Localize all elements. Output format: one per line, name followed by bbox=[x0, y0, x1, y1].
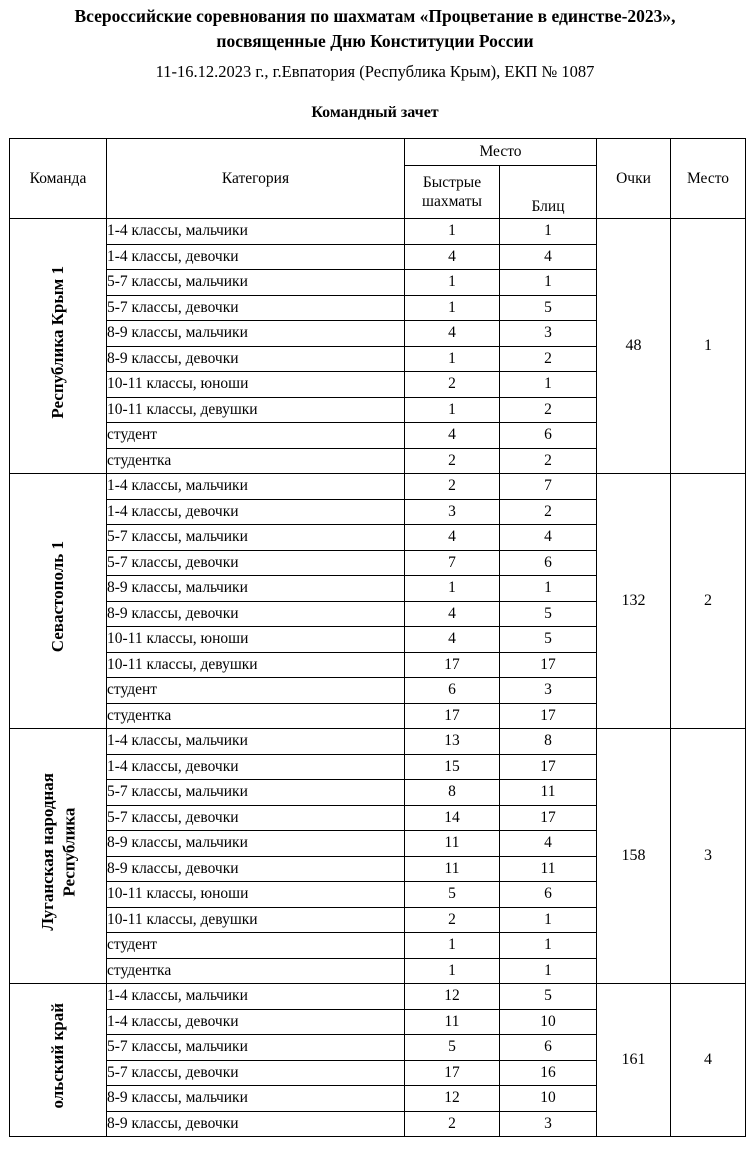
section-title: Командный зачет bbox=[311, 104, 439, 121]
category-cell: 5-7 классы, мальчики bbox=[107, 1035, 405, 1061]
category-cell: студентка bbox=[107, 448, 405, 474]
rapid-place-cell: 5 bbox=[405, 1035, 500, 1061]
team-name-line: Луганская народная bbox=[37, 773, 57, 931]
blitz-place-cell: 1 bbox=[500, 576, 597, 602]
blitz-place-cell: 6 bbox=[500, 882, 597, 908]
team-name: ольский край bbox=[48, 1003, 68, 1109]
category-cell: 5-7 классы, девочки bbox=[107, 550, 405, 576]
blitz-place-cell: 17 bbox=[500, 652, 597, 678]
rapid-place-cell: 4 bbox=[405, 321, 500, 347]
blitz-place-cell: 10 bbox=[500, 1086, 597, 1112]
blitz-place-cell: 3 bbox=[500, 678, 597, 704]
team-name-cell bbox=[10, 474, 107, 729]
document-subtitle: посвященные Дню Конституции России bbox=[216, 31, 534, 51]
blitz-place-cell: 5 bbox=[500, 984, 597, 1010]
rapid-place-cell: 2 bbox=[405, 372, 500, 398]
rapid-place-cell: 4 bbox=[405, 525, 500, 551]
blitz-place-cell: 17 bbox=[500, 703, 597, 729]
blitz-place-cell: 10 bbox=[500, 1009, 597, 1035]
category-cell: 8-9 классы, девочки bbox=[107, 601, 405, 627]
blitz-place-cell: 2 bbox=[500, 448, 597, 474]
rapid-place-cell: 4 bbox=[405, 423, 500, 449]
rapid-place-cell: 8 bbox=[405, 780, 500, 806]
blitz-place-cell: 8 bbox=[500, 729, 597, 755]
blitz-place-cell: 5 bbox=[500, 627, 597, 653]
team-points-cell: 158 bbox=[597, 729, 671, 984]
team-results-table bbox=[9, 138, 746, 1137]
category-cell: 10-11 классы, юноши bbox=[107, 372, 405, 398]
blitz-place-cell: 5 bbox=[500, 601, 597, 627]
team-name-cell bbox=[10, 219, 107, 474]
header-points: Очки bbox=[597, 139, 671, 219]
category-cell: 1-4 классы, мальчики bbox=[107, 984, 405, 1010]
rapid-place-cell: 1 bbox=[405, 295, 500, 321]
blitz-place-cell: 11 bbox=[500, 856, 597, 882]
category-cell: 5-7 классы, девочки bbox=[107, 805, 405, 831]
category-cell: 8-9 классы, девочки bbox=[107, 1111, 405, 1137]
blitz-place-cell: 1 bbox=[500, 933, 597, 959]
category-cell: 10-11 классы, девушки bbox=[107, 652, 405, 678]
blitz-place-cell: 3 bbox=[500, 321, 597, 347]
rapid-place-cell: 2 bbox=[405, 448, 500, 474]
category-cell: 5-7 классы, мальчики bbox=[107, 270, 405, 296]
team-name-cell bbox=[10, 729, 107, 984]
rapid-place-cell: 6 bbox=[405, 678, 500, 704]
team-points-cell: 161 bbox=[597, 984, 671, 1137]
blitz-place-cell: 1 bbox=[500, 270, 597, 296]
team-name-cell bbox=[10, 984, 107, 1137]
rapid-place-cell: 17 bbox=[405, 652, 500, 678]
category-cell: 8-9 классы, мальчики bbox=[107, 321, 405, 347]
blitz-place-cell: 5 bbox=[500, 295, 597, 321]
rapid-place-cell: 4 bbox=[405, 244, 500, 270]
rapid-place-cell: 17 bbox=[405, 1060, 500, 1086]
blitz-place-cell: 6 bbox=[500, 1035, 597, 1061]
category-cell: 5-7 классы, девочки bbox=[107, 295, 405, 321]
blitz-place-cell: 6 bbox=[500, 550, 597, 576]
rapid-place-cell: 2 bbox=[405, 1111, 500, 1137]
category-cell: 1-4 классы, девочки bbox=[107, 244, 405, 270]
rapid-place-cell: 1 bbox=[405, 270, 500, 296]
rapid-place-cell: 4 bbox=[405, 627, 500, 653]
table-row bbox=[10, 219, 746, 245]
team-points-cell: 48 bbox=[597, 219, 671, 474]
category-cell: 10-11 классы, девушки bbox=[107, 907, 405, 933]
rapid-place-cell: 15 bbox=[405, 754, 500, 780]
team-name bbox=[37, 773, 80, 931]
blitz-place-cell: 7 bbox=[500, 474, 597, 500]
category-cell: 1-4 классы, мальчики bbox=[107, 729, 405, 755]
rapid-place-cell: 1 bbox=[405, 346, 500, 372]
blitz-place-cell: 1 bbox=[500, 907, 597, 933]
category-cell: 1-4 классы, девочки bbox=[107, 1009, 405, 1035]
team-points-cell: 132 bbox=[597, 474, 671, 729]
blitz-place-cell: 1 bbox=[500, 958, 597, 984]
rapid-place-cell: 14 bbox=[405, 805, 500, 831]
category-cell: 1-4 классы, мальчики bbox=[107, 474, 405, 500]
category-cell: 8-9 классы, мальчики bbox=[107, 831, 405, 857]
header-category: Категория bbox=[107, 139, 405, 219]
category-cell: студент bbox=[107, 423, 405, 449]
blitz-place-cell: 17 bbox=[500, 754, 597, 780]
category-cell: 5-7 классы, мальчики bbox=[107, 780, 405, 806]
blitz-place-cell: 1 bbox=[500, 219, 597, 245]
blitz-place-cell: 17 bbox=[500, 805, 597, 831]
rapid-place-cell: 7 bbox=[405, 550, 500, 576]
header-place-group: Место bbox=[405, 139, 597, 166]
rapid-place-cell: 2 bbox=[405, 474, 500, 500]
category-cell: 1-4 классы, девочки bbox=[107, 754, 405, 780]
rapid-place-cell: 12 bbox=[405, 984, 500, 1010]
rapid-place-cell: 11 bbox=[405, 831, 500, 857]
blitz-place-cell: 16 bbox=[500, 1060, 597, 1086]
rapid-place-cell: 12 bbox=[405, 1086, 500, 1112]
blitz-place-cell: 2 bbox=[500, 499, 597, 525]
category-cell: 1-4 классы, мальчики bbox=[107, 219, 405, 245]
team-place-cell: 3 bbox=[671, 729, 746, 984]
table-row bbox=[10, 729, 746, 755]
table-row bbox=[10, 984, 746, 1010]
header-rapid: Быстрые шахматы bbox=[405, 166, 500, 219]
team-name: Севастополь 1 bbox=[48, 541, 68, 653]
header-blitz: Блиц bbox=[500, 166, 597, 219]
rapid-place-cell: 1 bbox=[405, 933, 500, 959]
event-details: 11-16.12.2023 г., г.Евпатория (Республика Крым), ЕКП № 1087 bbox=[155, 62, 595, 81]
rapid-place-cell: 5 bbox=[405, 882, 500, 908]
blitz-place-cell: 1 bbox=[500, 372, 597, 398]
team-place-cell: 4 bbox=[671, 984, 746, 1137]
rapid-place-cell: 11 bbox=[405, 856, 500, 882]
category-cell: 8-9 классы, мальчики bbox=[107, 1086, 405, 1112]
category-cell: 5-7 классы, мальчики bbox=[107, 525, 405, 551]
category-cell: 8-9 классы, девочки bbox=[107, 346, 405, 372]
rapid-place-cell: 2 bbox=[405, 907, 500, 933]
category-cell: студент bbox=[107, 678, 405, 704]
rapid-place-cell: 1 bbox=[405, 576, 500, 602]
rapid-place-cell: 13 bbox=[405, 729, 500, 755]
category-cell: студент bbox=[107, 933, 405, 959]
document-title: Всероссийские соревнования по шахматам «Процветание в единстве-2023», bbox=[74, 6, 676, 26]
category-cell: 10-11 классы, юноши bbox=[107, 882, 405, 908]
rapid-place-cell: 17 bbox=[405, 703, 500, 729]
blitz-place-cell: 4 bbox=[500, 244, 597, 270]
category-cell: 1-4 классы, девочки bbox=[107, 499, 405, 525]
category-cell: студентка bbox=[107, 703, 405, 729]
header-place: Место bbox=[671, 139, 746, 219]
team-name-line: Республика bbox=[59, 807, 78, 897]
rapid-place-cell: 1 bbox=[405, 958, 500, 984]
blitz-place-cell: 3 bbox=[500, 1111, 597, 1137]
team-place-cell: 1 bbox=[671, 219, 746, 474]
rapid-place-cell: 3 bbox=[405, 499, 500, 525]
category-cell: 8-9 классы, девочки bbox=[107, 856, 405, 882]
table-row bbox=[10, 474, 746, 500]
blitz-place-cell: 6 bbox=[500, 423, 597, 449]
category-cell: 10-11 классы, юноши bbox=[107, 627, 405, 653]
header-team: Команда bbox=[10, 139, 107, 219]
rapid-place-cell: 1 bbox=[405, 397, 500, 423]
team-place-cell: 2 bbox=[671, 474, 746, 729]
rapid-place-cell: 11 bbox=[405, 1009, 500, 1035]
blitz-place-cell: 4 bbox=[500, 831, 597, 857]
category-cell: 10-11 классы, девушки bbox=[107, 397, 405, 423]
rapid-place-cell: 1 bbox=[405, 219, 500, 245]
blitz-place-cell: 4 bbox=[500, 525, 597, 551]
blitz-place-cell: 11 bbox=[500, 780, 597, 806]
category-cell: студентка bbox=[107, 958, 405, 984]
category-cell: 8-9 классы, мальчики bbox=[107, 576, 405, 602]
rapid-place-cell: 4 bbox=[405, 601, 500, 627]
blitz-place-cell: 2 bbox=[500, 346, 597, 372]
team-name: Республика Крым 1 bbox=[48, 265, 68, 419]
category-cell: 5-7 классы, девочки bbox=[107, 1060, 405, 1086]
blitz-place-cell: 2 bbox=[500, 397, 597, 423]
